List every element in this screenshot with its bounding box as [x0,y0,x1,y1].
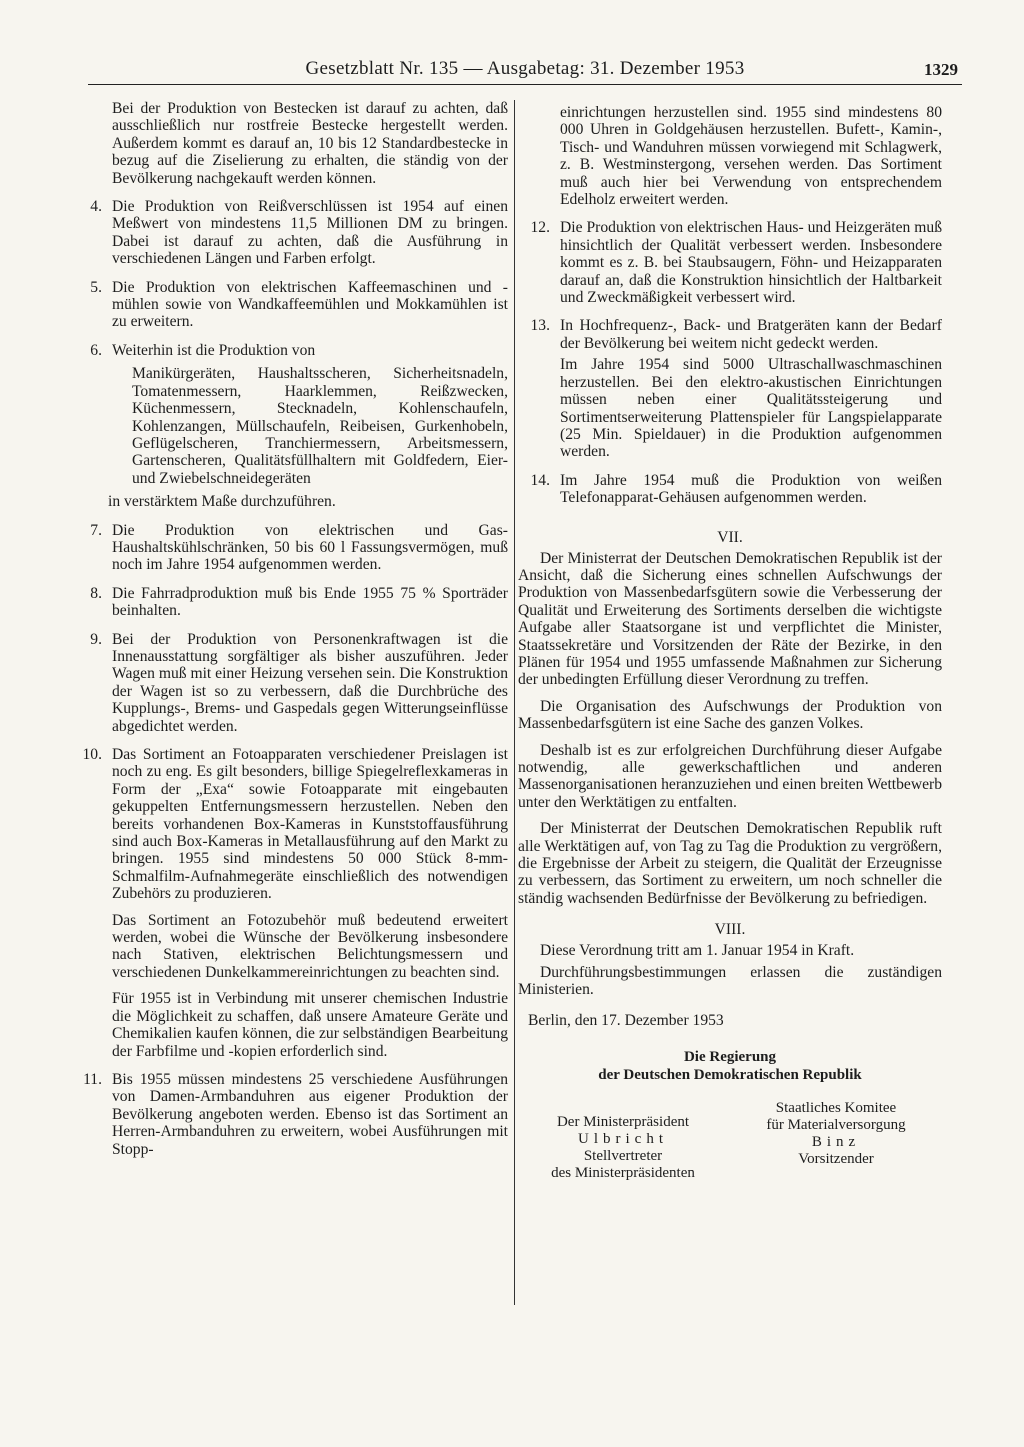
left-column [70,100,508,1169]
item-9 [70,631,508,735]
color-film-paragraph: Für 1955 ist in Verbindung mit unserer chemischen Industrie die Möglichkeit zu schaffen, daß unsere Amateure Geräte und Chemikalien kaufen können, die zur selbständigen Bearbeitung der Farbfilme und -kopien erforderlich sind. [112,990,508,1060]
item-number: 8. [90,584,102,602]
government-block [518,1048,942,1084]
item-text: Die Produktion von Reißverschlüssen ist 1954 auf einen Meßwert von mindestens 11,5 Millionen DM zu bringen. Dabei ist darauf zu achten, daß die Ausführung in verschiedenen Längen und Farben erfolgt. [112,198,508,268]
section-heading: VII. [717,528,743,546]
item-text: Die Produktion von elektrischen Kaffeemaschinen und -mühlen sowie von Wandkaffeemühlen und Mokkamühlen ist zu erweitern. [112,278,508,331]
item-7 [70,522,508,574]
government-line: Die Regierung [683,1048,777,1065]
item-8 [70,585,508,620]
page-number: 1329 [924,60,958,79]
signature-right [748,1100,924,1168]
gazette-issue-title: Gesetzblatt Nr. 135 — Ausgabetag: 31. Dezember 1953 [305,58,745,79]
item-text: Bei der Produktion von Personenkraftwagen ist die Innenausstattung sorgfältiger als bisher auszuführen. Jeder Wagen muß mit einer Heizung versehen sein. Die Konstruktion der Wagen ist so zu verbessern, daß die Durchbrüche des Kupplungs-, Brems- und Gaspedals gegen Witterungseinflüsse abgedichtet werden. [112,630,508,735]
section-paragraph: Der Ministerrat der Deutschen Demokratischen Republik ruft alle Werktätigen auf, von Tag zu Tag die Produktion zu vergrößern, die Ergebnisse der Arbeit zu steigern, die Qualität der Erzeugnisse zu verbessern, das Sortiment zu erweitern, um noch schneller die ständig wachsenden Bedürfnisse der Bevölkerung zu befriedigen. [518,820,942,907]
item-11 [70,1071,508,1158]
signatory-name: Ulbricht [578,1130,668,1147]
item-text: Das Sortiment an Fotoapparaten verschiedener Preislagen ist noch zu eng. Es gilt besonders, billige Spiegelreflexkameras in Form der „Exa“ sowie Fotoapparate mit eingebauten gekuppelten Entfernungsmessern herzustellen. Neben den bereits vorhandenen Box-Kameras in Kunststoffausführung sind auch Box-Kameras in Metallausführung auf den Markt zu bringen. 1955 sind mindestens 50 000 Stück 8-mm-Schmalfilm-Aufnahmegeräte einschließlich des notwendigen Zubehörs zu produzieren. [112,746,508,903]
item-12 [518,219,942,306]
signature-block [518,1100,942,1210]
section-paragraph: Diese Verordnung tritt am 1. Januar 1954 in Kraft. [540,942,855,960]
item-text: Bis 1955 müssen mindestens 25 verschiedene Ausführungen von Damen-Armbanduhren aus eigener Produktion der Bevölkerung angeboten werden. Ebenso ist das Sortiment an Herren-Armbanduhren zu erweitern, wobei Ausführungen mit Stopp- [112,1070,508,1158]
ultrasonic-paragraph: Im Jahre 1954 sind 5000 Ultraschallwaschmaschinen herzustellen. Bei den elektro-akustischen Einrichtungen müssen neben einer Qualitätssteigerung und Sortimentserweiterung Plattenspieler für Langspielapparate (25 Min. Spieldauer) in die Produktion aufgenommen werden. [560,356,942,461]
section-vii [518,529,942,908]
section-paragraph: Der Ministerrat der Deutschen Demokratischen Republik ist der Ansicht, daß die Sicherung eines schnellen Aufschwungs der Produktion von Massenbedarfsgütern sowie die Verbesserung der Qualität und Erweiterung des Sortiments derselben die wichtigste Aufgabe aller Staatsorgane ist und verpflichtet die Minister, Staatssekretäre und Vorsitzenden der Räte der Bezirke, in den Plänen für 1954 und 1955 umfassende Maßnahmen zur Sicherung der unbedingten Erfüllung dieser Verordnung zu treffen. [518,549,942,689]
item-text: Die Produktion von elektrischen Haus- und Heizgeräten muß hinsichtlich der Qualität verbessert werden. Insbesondere kommt es z. B. bei Staubsaugern, Föhn- und Heizapparaten darauf an, daß die Konstruktion hinsichtlich der Haltbarkeit und Zweckmäßigkeit verbessert wird. [560,219,942,307]
item-text: Die Fahrradproduktion muß bis Ende 1955 75 % Sporträder beinhalten. [112,584,508,620]
item-13-first [518,317,942,352]
item-text: Im Jahre 1954 muß die Produktion von weißen Telefonapparat-Gehäusen aufgenommen werden. [560,471,942,507]
item-number: 6. [90,341,102,359]
column-divider [514,100,515,1305]
signature-left [518,1114,728,1182]
item-10 [70,746,508,1060]
item-text: Weiterhin ist die Produktion von [112,341,316,359]
photo-accessories-paragraph: Das Sortiment an Fotozubehör muß bedeutend erweitert werden, wobei die Wünsche der Bevölkerung insbesondere nach Stativen, elektrischen Belichtungsmessern und verschiedenen Dunkelkammereinrichtungen zu beachten sind. [112,911,508,981]
watch-continuation: einrichtungen herzustellen sind. 1955 sind mindestens 80 000 Uhren in Goldgehäusen herzustellen. Bufett-, Kamin-, Tisch- und Wanduhren müssen vorwiegend mit Schlagwerk, z. B. Westminstergong, versehen werden. Das Sortiment muß auch hier bei Verwendung von entsprechendem Edelholz erweitert werden. [560,104,942,209]
section-paragraph: Deshalb ist es zur erfolgreichen Durchführung dieser Aufgabe notwendig, alle gewerkschaftlichen und anderen Massenorganisationen heranzuziehen und einen breiten Wettbewerb unter den Werktätigen zu entfalten. [518,741,942,811]
item-number: 10. [82,746,102,763]
signatory-role: Stellvertreter [583,1147,663,1164]
item-number: 4. [90,198,102,216]
item-6 [70,342,508,511]
item-10-first [70,746,508,903]
right-column [518,104,942,1210]
item-number: 11. [83,1070,102,1088]
signatory-title: Der Ministerpräsident [556,1113,690,1130]
section-paragraph: Die Organisation des Aufschwungs der Produktion von Massenbedarfsgütern ist eine Sache des ganzen Volkes. [518,697,942,733]
signatory-name: Binz [811,1133,861,1150]
section-paragraph: Durchführungsbestimmungen erlassen die zuständigen Ministerien. [518,963,942,999]
item-number: 9. [90,630,102,648]
item-4 [70,198,508,268]
section-viii [518,921,942,998]
item-5 [70,279,508,331]
place-and-date: Berlin, den 17. Dezember 1953 [528,1012,724,1030]
signatory-organization: für Materialversorgung [766,1116,906,1133]
item-13 [518,317,942,460]
item-14 [518,472,942,507]
item-number: 5. [90,278,102,296]
item-number: 7. [90,521,102,539]
cutlery-paragraph: Bei der Produktion von Bestecken ist darauf zu achten, daß ausschließlich nur rostfreie Bestecke hergestellt werden. Außerdem kommt es darauf an, 10 bis 12 Standardbestecke in bezug auf die Ziselierung zu erhalten, die ständig von der Bevölkerung nachgekauft werden können. [112,100,508,187]
item-6-lead [70,342,508,359]
signatory-role: Vorsitzender [798,1150,874,1167]
signatory-organization: Staatliches Komitee [775,1099,897,1116]
section-heading: VIII. [714,921,746,939]
product-list: Manikürgeräten, Haushaltsscheren, Sicherheitsnadeln, Tomatenmessern, Haarklemmen, Reißzwecken, Küchenmessern, Stecknadeln, Kohlenschaufeln, Kohlenzangen, Müllschaufeln, Reibeisen, Gurkenhobeln, Geflügelscheren, Tranchiermessern, Arbeitsmessern, Gartenscheren, Qualitätsfüllhaltern mit Goldfedern, Eier- und Zwiebelschneidegeräten [132,365,508,487]
item-text: In Hochfrequenz-, Back- und Bratgeräten kann der Bedarf der Bevölkerung bei weitem nicht gedeckt werden. [560,317,942,352]
item-number: 12. [530,219,550,237]
item-number: 14. [530,471,550,489]
page-header [88,56,962,85]
item-6-closing: in verstärktem Maße durchzuführen. [108,493,336,511]
item-number: 13. [530,317,550,335]
government-line: der Deutschen Demokratischen Republik [598,1066,862,1083]
item-text: Die Produktion von elektrischen und Gas-Haushaltskühlschränken, 50 bis 60 l Fassungsvermögen, muß noch im Jahre 1954 aufgenommen werden. [112,521,508,574]
signatory-role: des Ministerpräsidenten [551,1164,695,1181]
